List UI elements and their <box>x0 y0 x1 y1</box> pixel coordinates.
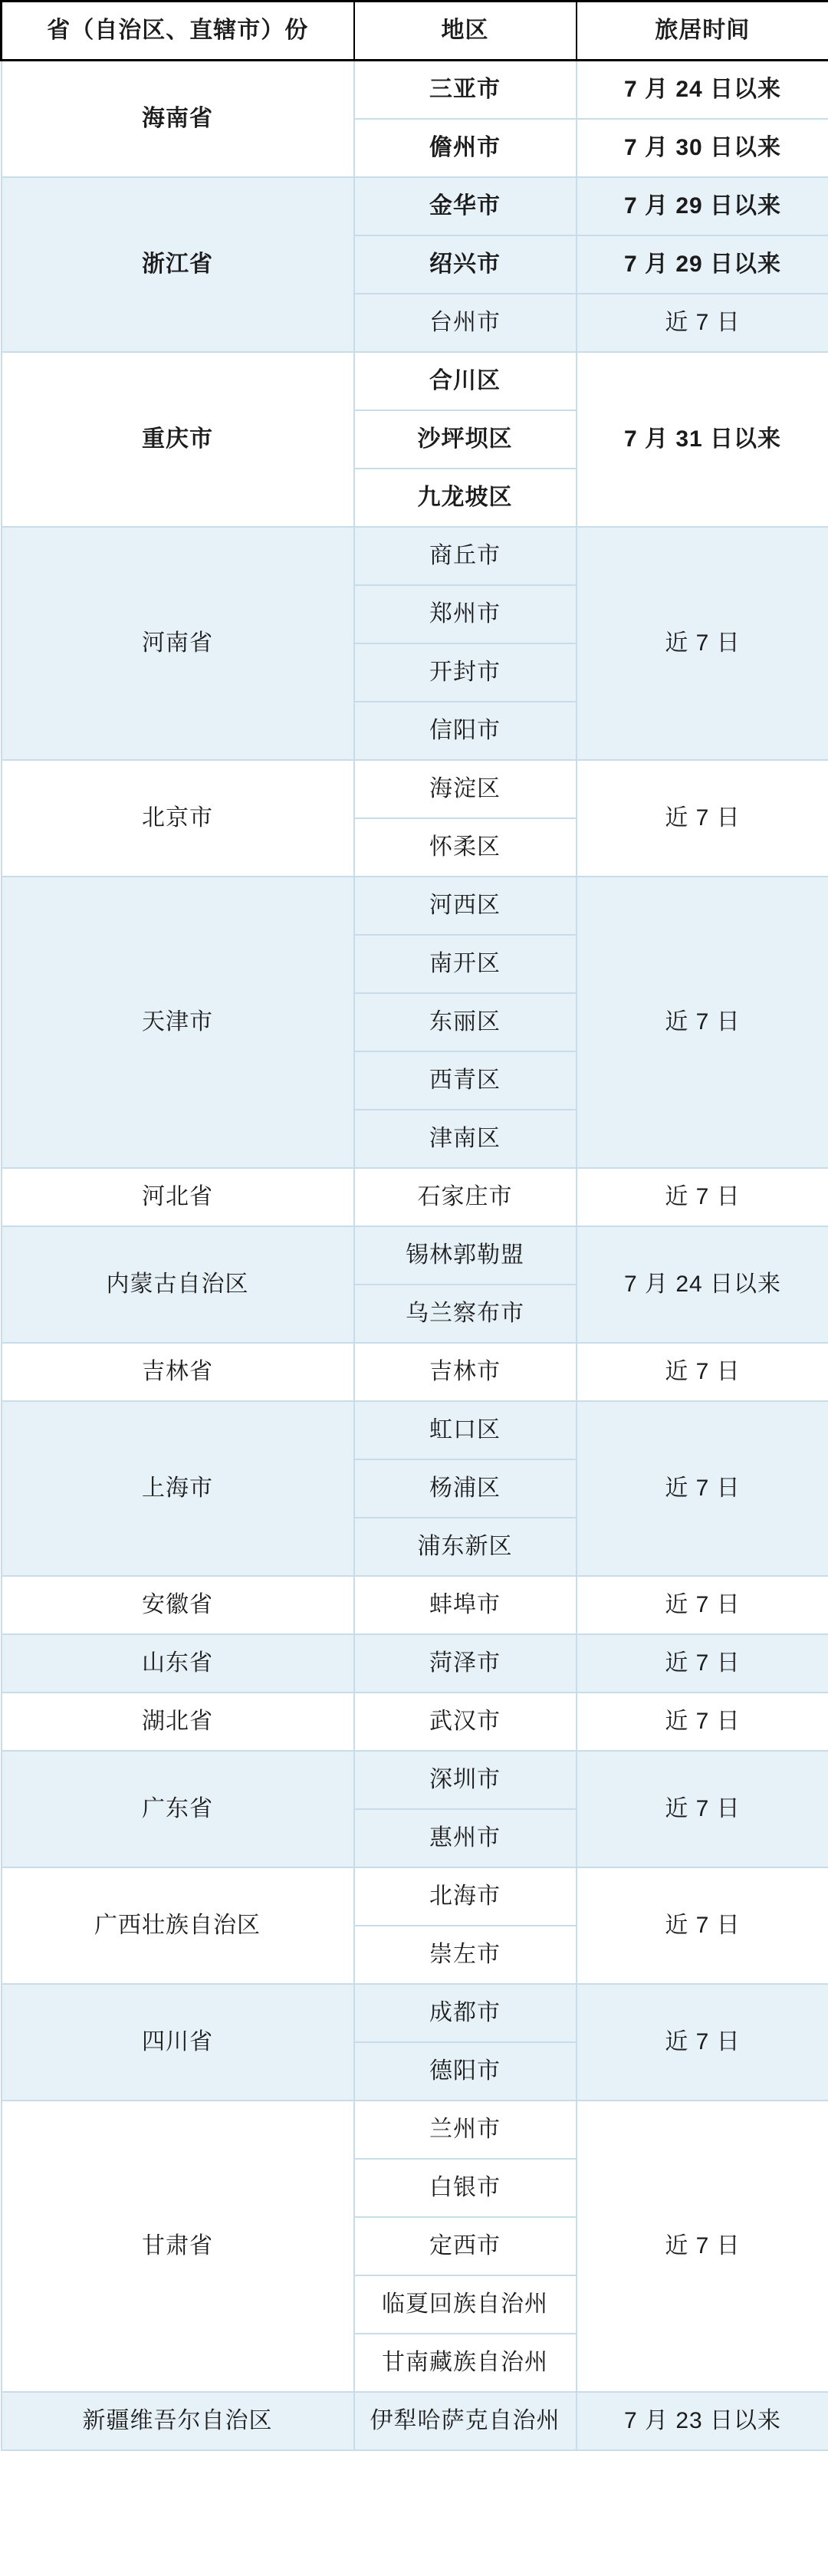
area-cell: 德阳市 <box>354 2042 577 2101</box>
table-row <box>2 1401 828 1459</box>
area-cell: 蚌埠市 <box>354 1576 577 1634</box>
area-cell: 吉林市 <box>354 1343 577 1401</box>
province-cell: 上海市 <box>2 1401 354 1576</box>
travel-time-cell: 近 7 日 <box>577 294 828 352</box>
table-header <box>2 2 828 61</box>
travel-time-cell: 近 7 日 <box>577 2101 828 2392</box>
area-cell: 东丽区 <box>354 993 577 1051</box>
table-row <box>2 1343 828 1401</box>
area-cell: 深圳市 <box>354 1751 577 1809</box>
table-row <box>2 1168 828 1226</box>
travel-time-cell: 近 7 日 <box>577 1576 828 1634</box>
table-row <box>2 527 828 585</box>
travel-time-cell: 近 7 日 <box>577 1343 828 1401</box>
area-cell: 菏泽市 <box>354 1634 577 1693</box>
table-row <box>2 877 828 935</box>
travel-time-cell: 近 7 日 <box>577 1867 828 1984</box>
area-cell: 定西市 <box>354 2217 577 2275</box>
table-row <box>2 1576 828 1634</box>
province-cell: 山东省 <box>2 1634 354 1693</box>
table-row <box>2 352 828 410</box>
area-cell: 津南区 <box>354 1110 577 1168</box>
province-cell: 广东省 <box>2 1751 354 1867</box>
table-row <box>2 177 828 235</box>
travel-time-cell: 近 7 日 <box>577 1751 828 1867</box>
area-cell: 武汉市 <box>354 1693 577 1751</box>
area-cell: 成都市 <box>354 1984 577 2042</box>
table-row <box>2 760 828 818</box>
travel-time-cell: 7 月 29 日以来 <box>577 177 828 235</box>
area-cell: 开封市 <box>354 643 577 702</box>
province-cell: 天津市 <box>2 877 354 1168</box>
area-cell: 三亚市 <box>354 61 577 120</box>
province-cell: 浙江省 <box>2 177 354 352</box>
travel-time-cell: 近 7 日 <box>577 877 828 1168</box>
area-cell: 北海市 <box>354 1867 577 1926</box>
area-cell: 儋州市 <box>354 119 577 177</box>
column-header-time: 旅居时间 <box>577 2 828 61</box>
area-cell: 伊犁哈萨克自治州 <box>354 2392 577 2450</box>
area-cell: 海淀区 <box>354 760 577 818</box>
area-cell: 郑州市 <box>354 585 577 643</box>
province-cell: 广西壮族自治区 <box>2 1867 354 1984</box>
area-cell: 临夏回族自治州 <box>354 2275 577 2334</box>
area-cell: 沙坪坝区 <box>354 410 577 469</box>
travel-time-cell: 7 月 31 日以来 <box>577 352 828 527</box>
area-cell: 石家庄市 <box>354 1168 577 1226</box>
table-body <box>2 61 828 2451</box>
table-row <box>2 2392 828 2450</box>
area-cell: 南开区 <box>354 935 577 993</box>
table-header-row <box>2 2 828 61</box>
area-cell: 白银市 <box>354 2159 577 2217</box>
area-cell: 河西区 <box>354 877 577 935</box>
area-cell: 台州市 <box>354 294 577 352</box>
travel-time-cell: 近 7 日 <box>577 760 828 877</box>
travel-time-cell: 近 7 日 <box>577 1984 828 2101</box>
area-cell: 崇左市 <box>354 1926 577 1984</box>
area-cell: 信阳市 <box>354 702 577 760</box>
province-cell: 湖北省 <box>2 1693 354 1751</box>
province-cell: 四川省 <box>2 1984 354 2101</box>
column-header-province: 省（自治区、直辖市）份 <box>2 2 354 61</box>
table-row <box>2 2101 828 2159</box>
area-cell: 乌兰察布市 <box>354 1285 577 1343</box>
table-row <box>2 1867 828 1926</box>
province-cell: 新疆维吾尔自治区 <box>2 2392 354 2450</box>
travel-time-cell: 7 月 30 日以来 <box>577 119 828 177</box>
province-cell: 海南省 <box>2 61 354 178</box>
travel-time-cell: 7 月 23 日以来 <box>577 2392 828 2450</box>
area-cell: 西青区 <box>354 1051 577 1110</box>
area-cell: 杨浦区 <box>354 1459 577 1518</box>
province-cell: 吉林省 <box>2 1343 354 1401</box>
table-row <box>2 1634 828 1693</box>
column-header-area: 地区 <box>354 2 577 61</box>
table-row <box>2 1693 828 1751</box>
table-row <box>2 61 828 120</box>
area-cell: 九龙坡区 <box>354 469 577 527</box>
province-cell: 河南省 <box>2 527 354 760</box>
province-cell: 重庆市 <box>2 352 354 527</box>
area-cell: 锡林郭勒盟 <box>354 1226 577 1285</box>
area-cell: 商丘市 <box>354 527 577 585</box>
province-cell: 安徽省 <box>2 1576 354 1634</box>
travel-time-cell: 近 7 日 <box>577 1634 828 1693</box>
travel-time-cell: 近 7 日 <box>577 1693 828 1751</box>
area-cell: 虹口区 <box>354 1401 577 1459</box>
province-cell: 甘肃省 <box>2 2101 354 2392</box>
travel-time-cell: 7 月 29 日以来 <box>577 235 828 294</box>
area-cell: 绍兴市 <box>354 235 577 294</box>
area-cell: 合川区 <box>354 352 577 410</box>
area-cell: 兰州市 <box>354 2101 577 2159</box>
province-cell: 河北省 <box>2 1168 354 1226</box>
province-cell: 内蒙古自治区 <box>2 1226 354 1343</box>
area-cell: 惠州市 <box>354 1809 577 1867</box>
area-cell: 金华市 <box>354 177 577 235</box>
travel-time-cell: 7 月 24 日以来 <box>577 1226 828 1343</box>
province-cell: 北京市 <box>2 760 354 877</box>
table-row <box>2 1984 828 2042</box>
travel-time-cell: 近 7 日 <box>577 527 828 760</box>
travel-time-cell: 近 7 日 <box>577 1401 828 1576</box>
area-cell: 怀柔区 <box>354 818 577 877</box>
travel-time-cell: 7 月 24 日以来 <box>577 61 828 120</box>
table-row <box>2 1226 828 1285</box>
table-row <box>2 1751 828 1809</box>
area-cell: 浦东新区 <box>354 1518 577 1576</box>
area-cell: 甘南藏族自治州 <box>354 2334 577 2392</box>
travel-time-cell: 近 7 日 <box>577 1168 828 1226</box>
